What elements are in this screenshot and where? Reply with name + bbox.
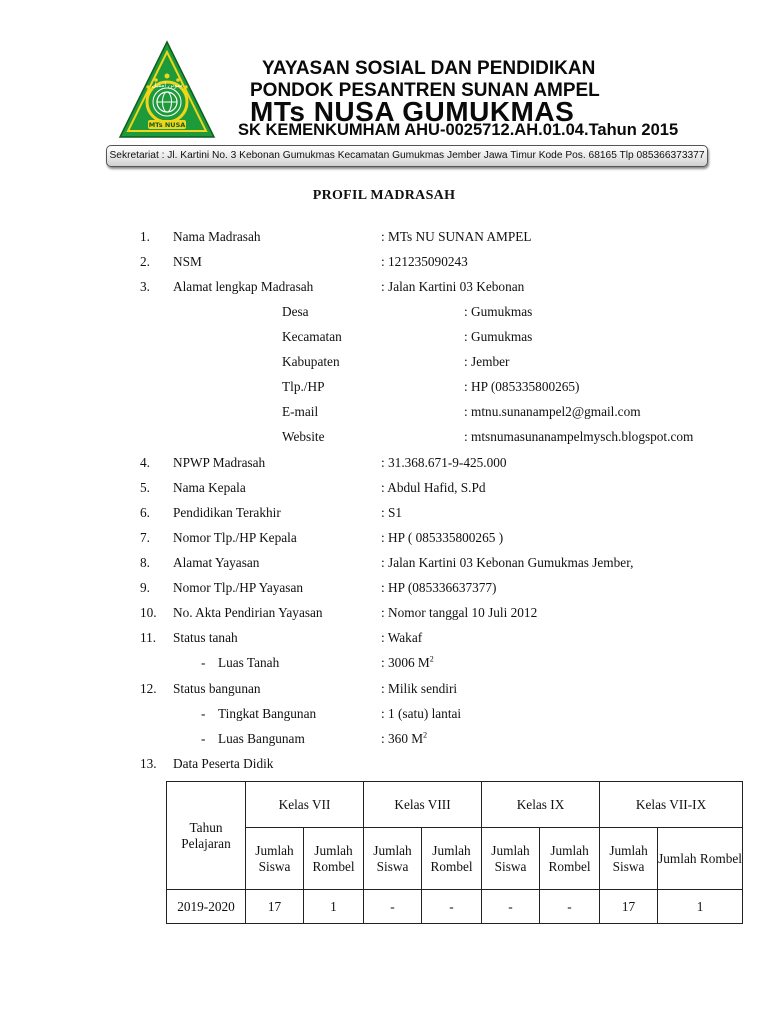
table-cell: - [482,890,540,924]
row-number: 11. [140,630,157,645]
row-value: : 1 (satu) lantai [381,706,462,721]
row-number: 8. [140,555,150,570]
address-value: : mtsnumasunanampelmysch.blogspot.com [464,429,694,444]
group-header: Kelas VIII [364,782,482,828]
pesantren-heading: PONDOK PESANTREN SUNAN AMPEL [250,80,600,101]
row-label: Pendidikan Terakhir [173,505,281,520]
school-name-heading: MTs NUSA GUMUKMAS [250,96,575,127]
bullet-dash: - [201,655,206,670]
row-label: Status tanah [173,630,238,645]
address-label: Kecamatan [282,329,342,344]
row-number: 3. [140,279,150,294]
address-label: Tlp./HP [282,379,325,394]
jumlah-siswa-header: Jumlah Siswa [482,828,540,890]
row-label: NPWP Madrasah [173,455,266,470]
address-label: Desa [282,304,309,319]
table-subheader-row [167,828,743,890]
jumlah-rombel-header: Jumlah Rombel [540,828,600,890]
address-value: : Gumukmas [464,304,533,319]
row-label: Nomor Tlp./HP Kepala [173,530,297,545]
row-value: : 31.368.671-9-425.000 [381,455,507,470]
address-value: : Gumukmas [464,329,533,344]
row-value: : 121235090243 [381,254,468,269]
table-cell: 1 [658,890,743,924]
table-cell: - [364,890,422,924]
group-header: Kelas IX [482,782,600,828]
group-header: Kelas VII [246,782,364,828]
madrasah-logo [118,40,216,140]
jumlah-rombel-header: Jumlah Rombel [658,828,743,890]
jumlah-siswa-header: Jumlah Siswa [364,828,422,890]
row-value: : Wakaf [381,630,423,645]
yayasan-heading: YAYASAN SOSIAL DAN PENDIDIKAN [262,58,596,79]
jumlah-siswa-header: Jumlah Siswa [246,828,304,890]
row-value: : MTs NU SUNAN AMPEL [381,229,532,244]
row-number: 13. [140,756,157,771]
address-value: : mtnu.sunanampel2@gmail.com [464,404,641,419]
table-cell: 17 [600,890,658,924]
address-label: Kabupaten [282,354,340,369]
bullet-dash: - [201,731,206,746]
row-value: : HP ( 085335800265 ) [381,530,504,545]
row-label: Nama Madrasah [173,229,261,244]
tahun-header: Tahun Pelajaran [167,782,246,890]
table-cell: 17 [246,890,304,924]
row-value: : HP (085336637377) [381,580,497,595]
row-label: Tingkat Bangunan [218,706,317,721]
bullet-dash: - [201,706,206,721]
jumlah-siswa-header: Jumlah Siswa [600,828,658,890]
row-label: Data Peserta Didik [173,756,274,771]
address-label: Website [282,429,325,444]
row-label: Luas Bangunam [218,731,305,746]
group-header: Kelas VII-IX [600,782,743,828]
row-number: 5. [140,480,150,495]
row-value: : Abdul Hafid, S.Pd [381,480,486,495]
address-value: : HP (085335800265) [464,379,580,394]
row-value: : Milik sendiri [381,681,458,696]
table-cell: 1 [304,890,364,924]
row-value: : Nomor tanggal 10 Juli 2012 [381,605,538,620]
sk-number-heading: SK KEMENKUMHAM AHU-0025712.AH.01.04.Tahun 2015 [238,121,679,139]
row-label: Alamat Yayasan [173,555,260,570]
row-number: 12. [140,681,157,696]
row-value: : 360 $M^2$ [381,730,428,746]
row-label: Nomor Tlp./HP Yayasan [173,580,304,595]
address-label: E-mail [282,404,319,419]
row-number: 2. [140,254,150,269]
logo-banner-text: MTs NUSA [148,121,186,129]
row-value: : 3006 $M^2$ [381,654,434,670]
row-value: : S1 [381,505,403,520]
tahun-cell: 2019-2020 [167,890,246,924]
address-value: : Jember [464,354,510,369]
row-number: 1. [140,229,150,244]
row-value: : Jalan Kartini 03 Kebonan [381,279,525,294]
row-number: 9. [140,580,150,595]
row-label: Status bangunan [173,681,261,696]
jumlah-rombel-header: Jumlah Rombel [422,828,482,890]
row-label: Alamat lengkap Madrasah [173,279,314,294]
row-number: 6. [140,505,150,520]
table-cell: - [422,890,482,924]
sekretariat-banner: Sekretariat : Jl. Kartini No. 3 Kebonan Gumukmas Kecamatan Gumukmas Jember Jawa Timur Kode Pos. 68165 Tlp 085366373377 [106,145,708,167]
row-label: No. Akta Pendirian Yayasan [173,605,323,620]
table-cell: - [540,890,600,924]
row-number: 10. [140,605,157,620]
row-value: : Jalan Kartini 03 Kebonan Gumukmas Jember, [381,555,634,570]
row-number: 4. [140,455,150,470]
page-title: PROFIL MADRASAH [312,188,456,203]
row-number: 7. [140,530,150,545]
logo-ring-text: سونن أمفيل [151,82,183,89]
row-label: Nama Kepala [173,480,246,495]
row-label: NSM [173,254,202,269]
peserta-didik-table [166,781,743,924]
row-label: Luas Tanah [218,655,280,670]
jumlah-rombel-header: Jumlah Rombel [304,828,364,890]
table-row [167,890,743,924]
table-header-row [167,782,743,828]
